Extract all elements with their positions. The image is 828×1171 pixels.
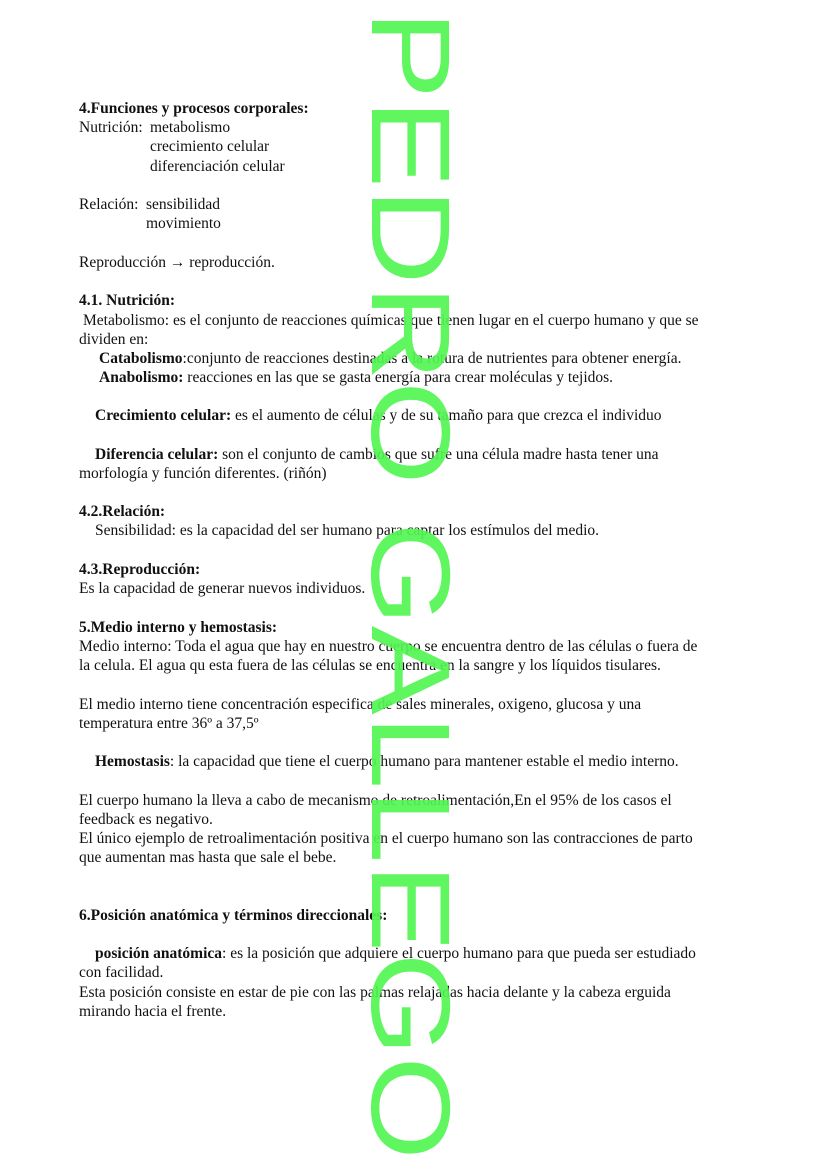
diferencia-text: son el conjunto de cambios que sufre una célula madre hasta tener una bbox=[218, 446, 659, 463]
anabolismo-text: reacciones en las que se gasta energía para crear moléculas y tejidos. bbox=[183, 369, 614, 386]
diferencia-term: Diferencia celular: bbox=[95, 446, 219, 463]
sensibilidad-paragraph: Sensibilidad: es la capacidad del ser humano para captar los estímulos del medio. bbox=[95, 522, 600, 539]
posicion-description: mirando hacia el frente. bbox=[79, 1003, 227, 1020]
retroalimentacion-paragraph: feedback es negativo. bbox=[79, 811, 213, 828]
retroalimentacion-positiva-paragraph: El único ejemplo de retroalimentación positiva en el cuerpo humano son las contracciones de parto bbox=[79, 830, 693, 847]
watermark-text: PEDRO GALLEGO bbox=[348, 10, 473, 975]
diferencia-paragraph: morfología y función diferentes. (riñón) bbox=[79, 465, 327, 482]
crecimiento-term: Crecimiento celular: bbox=[95, 407, 232, 424]
posicion-term: posición anatómica bbox=[95, 945, 223, 962]
nutricion-item: crecimiento celular bbox=[150, 138, 270, 155]
anabolismo-line bbox=[99, 368, 613, 387]
concentracion-paragraph: temperatura entre 36º a 37,5º bbox=[79, 715, 259, 732]
nutricion-label: Nutrición: bbox=[79, 119, 143, 136]
medio-interno-paragraph: Medio interno: Toda el agua que hay en nuestro cuerpo se encuentra dentro de las células o fuera de bbox=[79, 638, 698, 655]
retroalimentacion-positiva-paragraph: que aumentan mas hasta que sale el bebe. bbox=[79, 849, 337, 866]
relacion-item: movimiento bbox=[146, 215, 221, 232]
catabolismo-term: Catabolismo bbox=[99, 350, 183, 367]
catabolismo-text: :conjunto de reacciones destinadas a la rotura de nutrientes para obtener energía. bbox=[182, 350, 682, 367]
relacion-label: Relación: bbox=[79, 196, 139, 213]
hemostasis-text: : la capacidad que tiene el cuerpo humano para mantener estable el medio interno. bbox=[169, 753, 679, 770]
anabolismo-term: Anabolismo: bbox=[99, 369, 184, 386]
posicion-description: Esta posición consiste en estar de pie con las palmas relajadas hacia delante y la cabeza erguida bbox=[79, 984, 671, 1001]
section-4-3-title: 4.3.Reproducción: bbox=[79, 561, 201, 578]
hemostasis-term: Hemostasis bbox=[95, 753, 170, 770]
nutricion-item: diferenciación celular bbox=[150, 158, 285, 175]
retroalimentacion-paragraph: El cuerpo humano la lleva a cabo de mecanismo de retroalimentación,En el 95% de los casos el bbox=[79, 792, 672, 809]
catabolismo-line bbox=[99, 349, 682, 368]
diferencia-line bbox=[95, 445, 659, 464]
crecimiento-line bbox=[95, 406, 662, 425]
concentracion-paragraph: El medio interno tiene concentración especifica de sales minerales, oxigeno, glucosa y una bbox=[79, 696, 642, 713]
crecimiento-text: es el aumento de células y de su tamaño para que crezca el individuo bbox=[231, 407, 662, 424]
posicion-paragraph: con facilidad. bbox=[79, 964, 164, 981]
nutricion-item: metabolismo bbox=[150, 119, 231, 136]
relacion-item: sensibilidad bbox=[146, 196, 221, 213]
medio-interno-paragraph: la celula. El agua qu esta fuera de las células se encuentra en la sangre y los líquidos tisulares. bbox=[79, 657, 661, 674]
section-5-title: 5.Medio interno y hemostasis: bbox=[79, 619, 278, 636]
reproduccion-paragraph: Es la capacidad de generar nuevos individuos. bbox=[79, 580, 366, 597]
section-4-2-title: 4.2.Relación: bbox=[79, 503, 166, 520]
hemostasis-line bbox=[95, 752, 679, 771]
metabolismo-paragraph: dividen en: bbox=[79, 331, 149, 348]
posicion-text: : es la posición que adquiere el cuerpo humano para que pueda ser estudiado bbox=[222, 945, 696, 962]
posicion-line bbox=[95, 944, 696, 963]
metabolismo-paragraph: Metabolismo: es el conjunto de reacciones químicas que tienen lugar en el cuerpo humano y que se bbox=[83, 312, 699, 329]
section-6-title: 6.Posición anatómica y términos direccionales: bbox=[79, 907, 388, 924]
section-4-1-title: 4.1. Nutrición: bbox=[79, 292, 176, 309]
reproduccion-line: Reproducción → reproducción. bbox=[79, 254, 275, 271]
section-4-title: 4.Funciones y procesos corporales: bbox=[79, 100, 309, 117]
